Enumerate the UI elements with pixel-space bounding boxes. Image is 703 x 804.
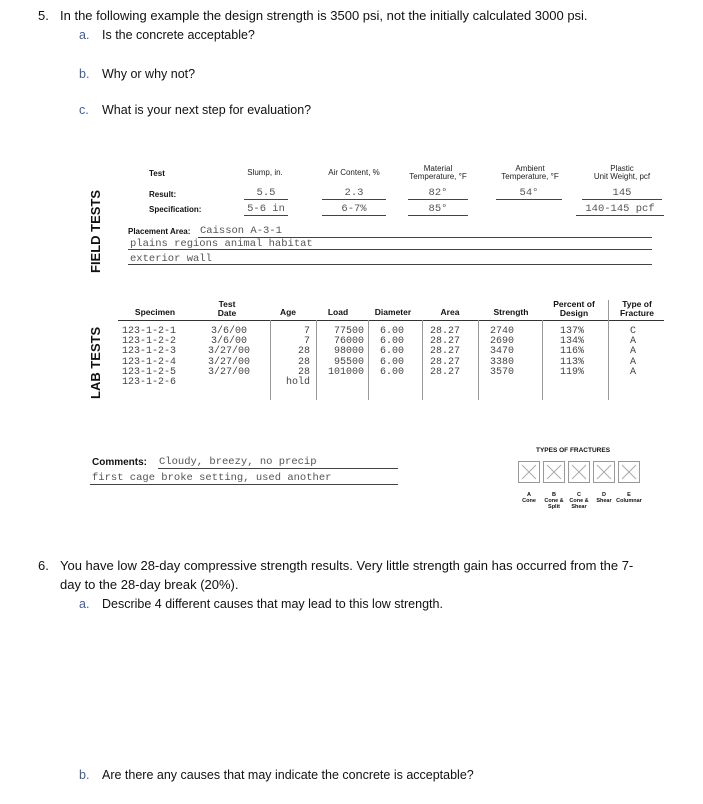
lab-col-rule — [368, 320, 369, 400]
diameter-column — [380, 327, 404, 378]
lab-col-rule — [478, 320, 479, 400]
strength-cell: 3570 — [490, 366, 515, 378]
age-cell: 7 — [303, 336, 310, 348]
fracture-diagram-b-icon — [543, 461, 565, 483]
load-cell: 95500 — [333, 356, 364, 368]
area-cell: 28.27 — [430, 366, 461, 378]
comments-line-2-rule — [90, 484, 398, 485]
specimen-header: Specimen — [134, 307, 176, 317]
fracture-diagram-c-icon — [568, 461, 590, 483]
diameter-cell: 6.00 — [380, 346, 405, 358]
area-cell: 28.27 — [430, 326, 461, 337]
test-report-form — [82, 153, 665, 525]
ambient-temp-result: 54° — [496, 187, 562, 200]
strength-cell: 2740 — [490, 326, 515, 337]
placement-line-3: exterior wall — [130, 253, 212, 265]
comments-line-2: first cage broke setting, used another — [92, 472, 332, 484]
diameter-cell: 6.00 — [380, 366, 405, 378]
q6a-letter: a. — [79, 597, 90, 611]
area-header: Area — [440, 307, 460, 317]
material-temp-spec: 85° — [408, 203, 468, 216]
q6-text-line2: day to the 28-day break (20%). — [60, 577, 239, 592]
percent-cell: 113% — [560, 356, 585, 368]
q6a-text: Describe 4 different causes that may lead to this low strength. — [102, 597, 443, 611]
fracture-type-label: A Cone — [522, 492, 536, 505]
percent-column — [560, 327, 584, 378]
slump-header: Slump, in. — [247, 168, 283, 177]
fracture-labels — [518, 492, 658, 522]
material-temp-result: 82° — [408, 187, 468, 200]
result-label: Result: — [149, 190, 177, 199]
fracture-cell: A — [630, 356, 637, 368]
fracture-diagram-e-icon — [618, 461, 640, 483]
unit-weight-spec: 140-145 pcf — [576, 203, 664, 216]
q6-number: 6. — [38, 558, 49, 573]
test-date-cell: 3/27/00 — [207, 356, 250, 368]
slump-spec: 5-6 in — [244, 203, 288, 216]
area-column — [430, 327, 460, 378]
test-date-column — [202, 327, 256, 378]
area-cell: 28.27 — [430, 356, 461, 368]
strength-cell: 3470 — [490, 346, 515, 358]
fracture-diagram-a-icon — [518, 461, 540, 483]
percent-cell: 137% — [560, 326, 585, 337]
fracture-header: Type of Fracture — [619, 299, 654, 318]
test-date-cell: 3/27/00 — [207, 366, 250, 378]
air-spec: 6-7% — [322, 203, 386, 216]
test-date-cell: 3/6/00 — [210, 336, 247, 348]
fracture-cell: A — [630, 366, 637, 378]
fracture-cell: A — [630, 336, 637, 348]
fracture-diagrams — [518, 457, 648, 487]
fracture-types-title: TYPES OF FRACTURES — [536, 447, 611, 454]
area-cell: 28.27 — [430, 346, 461, 358]
diameter-cell: 6.00 — [380, 336, 405, 348]
load-cell: 101000 — [327, 366, 364, 378]
fracture-type-label: C Cone & Shear — [569, 492, 589, 511]
specimen-cell: 123-1-2-1 — [122, 326, 177, 337]
placement-line-1: Caisson A-3-1 — [200, 225, 282, 237]
fracture-column — [630, 327, 636, 378]
test-label: Test — [149, 169, 165, 178]
fracture-cell: C — [630, 326, 637, 337]
fracture-diagram-d-icon — [593, 461, 615, 483]
percent-cell: 119% — [560, 366, 585, 378]
spec-label: Specification: — [149, 205, 202, 214]
field-tests-label: FIELD TESTS — [88, 189, 103, 273]
material-temp-header: Material Temperature, °F — [409, 164, 467, 182]
strength-column — [490, 327, 514, 378]
lab-header-rule — [118, 320, 664, 321]
percent-cell: 116% — [560, 346, 585, 358]
fracture-type-label: D Shear — [596, 492, 612, 505]
load-cell: 98000 — [333, 346, 364, 358]
slump-result: 5.5 — [244, 187, 288, 200]
q5b-text: Why or why not? — [102, 67, 196, 81]
unit-weight-result: 145 — [582, 187, 662, 200]
placement-label: Placement Area: — [128, 227, 191, 236]
ambient-temp-header: Ambient Temperature, °F — [501, 164, 559, 182]
unit-weight-header: Plastic Unit Weight, pcf — [593, 164, 651, 182]
strength-cell: 2690 — [490, 336, 515, 348]
lab-col-rule — [422, 320, 423, 400]
air-header: Air Content, % — [328, 168, 380, 177]
percent-cell: 134% — [560, 336, 585, 348]
lab-col-rule — [542, 320, 543, 400]
specimen-cell: 123-1-2-4 — [122, 356, 177, 368]
test-date-header: Test Date — [217, 299, 237, 318]
q6-text-line1: You have low 28-day compressive strength results. Very little strength gain has occurred from the 7- — [60, 558, 634, 573]
lab-col-rule — [608, 300, 609, 400]
percent-header: Percent of Design — [553, 299, 595, 318]
comments-label: Comments: — [92, 457, 148, 468]
comments-line-1: Cloudy, breezy, no precip — [159, 456, 317, 468]
age-cell: 28 — [297, 356, 310, 368]
q5-text: In the following example the design strength is 3500 psi, not the initially calculated 3000 psi. — [60, 8, 588, 23]
specimen-cell: 123-1-2-5 — [122, 366, 177, 378]
age-cell: 7 — [303, 326, 310, 337]
strength-header: Strength — [493, 307, 529, 317]
placement-line-2: plains regions animal habitat — [130, 238, 313, 250]
load-cell: 76000 — [333, 336, 364, 348]
q6b-letter: b. — [79, 768, 90, 782]
q5c-text: What is your next step for evaluation? — [102, 103, 312, 117]
test-date-cell: 3/27/00 — [207, 346, 250, 358]
fracture-type-label: E Columnar — [616, 492, 642, 505]
age-cell: 28 — [297, 366, 310, 378]
fracture-type-label: B Cone & Split — [544, 492, 564, 511]
load-header: Load — [327, 307, 349, 317]
specimen-cell: 123-1-2-3 — [122, 346, 177, 358]
load-cell: 77500 — [333, 326, 364, 337]
specimen-column — [122, 327, 176, 388]
strength-cell: 3380 — [490, 356, 515, 368]
q6b-text: Are there any causes that may indicate the concrete is acceptable? — [102, 768, 474, 782]
q5a-text: Is the concrete acceptable? — [102, 28, 255, 42]
fracture-cell: A — [630, 346, 637, 358]
age-cell: 28 — [297, 346, 310, 358]
q5-number: 5. — [38, 8, 49, 23]
q5b-letter: b. — [79, 67, 90, 81]
diameter-cell: 6.00 — [380, 326, 405, 337]
age-header: Age — [279, 307, 297, 317]
q5c-letter: c. — [79, 103, 89, 117]
diameter-header: Diameter — [374, 307, 412, 317]
area-cell: 28.27 — [430, 336, 461, 348]
age-column — [270, 327, 310, 388]
air-result: 2.3 — [322, 187, 386, 200]
lab-tests-label: LAB TESTS — [88, 326, 103, 399]
load-column — [316, 327, 364, 378]
specimen-cell: 123-1-2-6 — [122, 377, 177, 389]
test-date-cell: 3/6/00 — [210, 326, 247, 337]
q5a-letter: a. — [79, 28, 90, 42]
diameter-cell: 6.00 — [380, 356, 405, 368]
comments-line-1-rule — [158, 468, 398, 469]
age-cell: hold — [285, 377, 310, 389]
specimen-cell: 123-1-2-2 — [122, 336, 177, 348]
